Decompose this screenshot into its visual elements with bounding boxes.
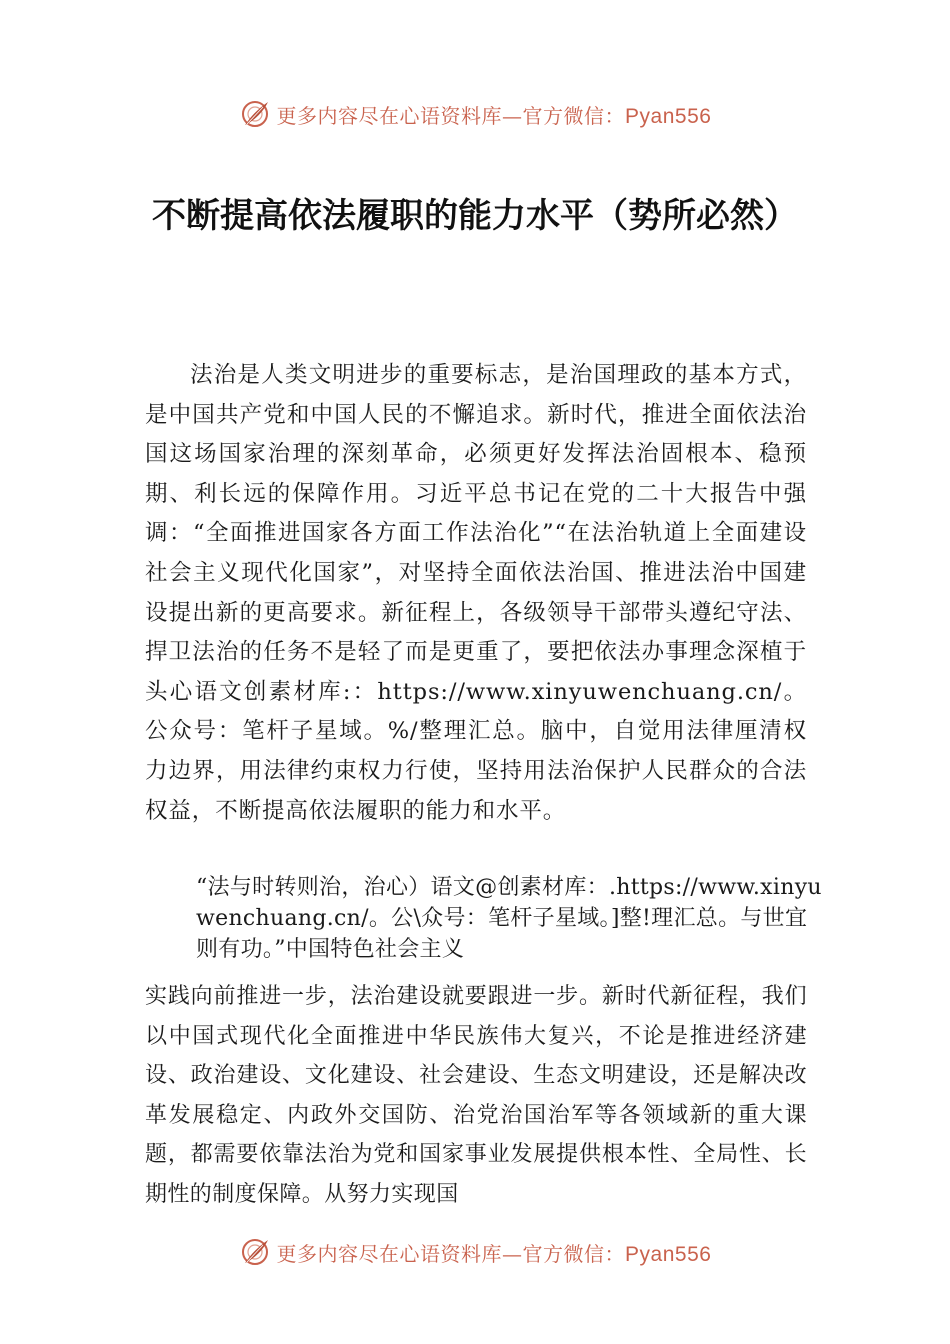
watermark-text: 更多内容尽在心语资料库—官方微信：Pyan556: [276, 1241, 712, 1266]
header-watermark-banner: [0, 94, 950, 134]
document-title: 不断提高依法履职的能力水平（势所必然）: [152, 196, 798, 236]
quill-logo-icon: [239, 1236, 271, 1268]
watermark-text: 更多内容尽在心语资料库—官方微信：Pyan556: [276, 103, 712, 128]
body-paragraph-3: 实践向前推进一步，法治建设就要跟进一步。新时代新征程，我们以中国式现代化全面推进中华民族伟大复兴，不论是推进经济建设、政治建设、文化建设、社会建设、生态文明建设，还是解决改革发展稳定、内政外交国防、治党治国治军等各领域新的重大课题，都需要依靠法治为党和国家事业发展提供根本性、全局性、长期性的制度保障。从努力实现国: [145, 984, 807, 1207]
body-paragraph-2: “法与时转则治，治心）语文@创素材库：.https://www.xinyuwenchuang.cn/。公\众号：笔杆子星域。]整!理汇总。与世宜则有功。”中国特色社会主义: [196, 875, 822, 962]
quill-logo-icon: [239, 98, 271, 130]
footer-watermark-banner: [0, 1232, 950, 1272]
body-paragraph-1: 法治是人类文明进步的重要标志，是治国理政的基本方式，是中国共产党和中国人民的不懈追求。新时代，推进全面依法治国这场国家治理的深刻革命，必须更好发挥法治固根本、稳预期、利长远的保障作用。习近平总书记在党的二十大报告中强调：“全面推进国家各方面工作法治化”“在法治轨道上全面建设社会主义现代化国家”，对坚持全面依法治国、推进法治中国建设提出新的更高要求。新征程上，各级领导干部带头遵纪守法、捍卫法治的任务不是轻了而是更重了，要把依法办事理念深植于头心语文创素材库:：https://www.xinyuwenchuang.cn/。公众号：笔杆子星域。%/整理汇总。脑中，自觉用法律厘清权力边界，用法律约束权力行使，坚持用法治保护人民群众的合法权益，不断提高依法履职的能力和水平。: [145, 362, 807, 824]
